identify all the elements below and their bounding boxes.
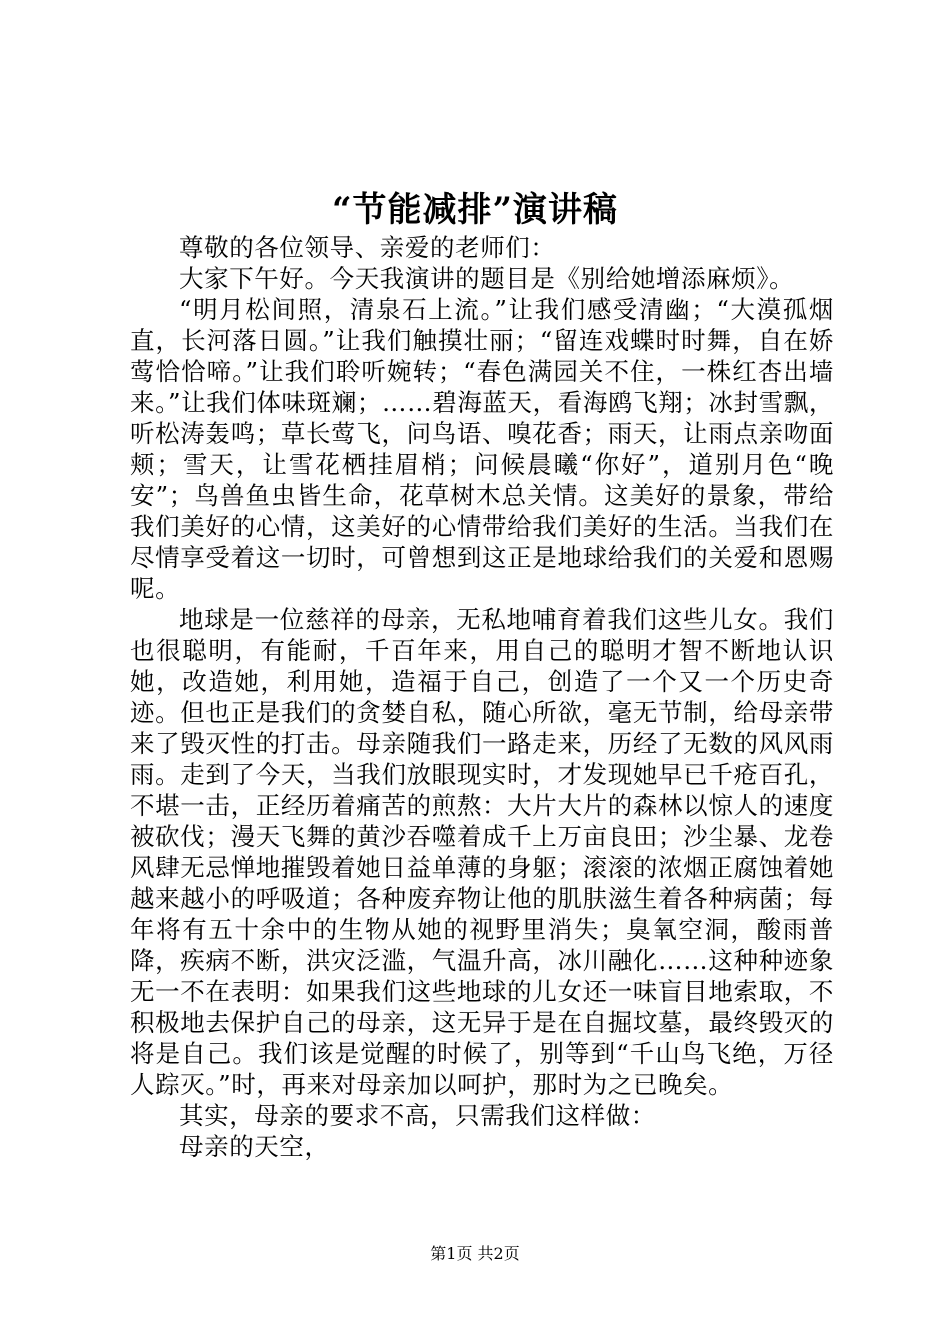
body-paragraph: 其实，母亲的要求不高，只需我们这样做： [179, 1101, 656, 1130]
page-number-footer: 第1页 共2页 [430, 1244, 520, 1263]
body-paragraph: “明月松间照，清泉石上流。”让我们感受清幽；“大漠孤烟直，长河落日圆。”让我们触摸壮丽；“留连戏蝶时时舞，自在娇莺恰恰啼。”让我们聆听婉转；“春色满园关不住，一株红杏出墙来。”让我们体味斑斓；……碧海蓝天，看海鸥飞翔；冰封雪飘，听松涛轰鸣；草长莺飞，问鸟语、嗅花香；雨天，让雨点亲吻面颊；雪天，让雪花栖挂眉梢；问候晨曦“你好”，道别月色“晚安”；鸟兽鱼虫皆生命，花草树木总关情。这美好的景象，带给我们美好的心情，这美好的心情带给我们美好的生活。当我们在尽情享受着这一切时，可曾想到这正是地球给我们的关爱和恩赐呢。 [130, 295, 834, 603]
page-title: “节能减排”演讲稿 [331, 190, 619, 230]
document-body [130, 232, 834, 1162]
body-paragraph: 地球是一位慈祥的母亲，无私地哺育着我们这些儿女。我们也很聪明，有能耐，千百年来，用自己的聪明才智不断地认识她，改造她，利用她，造福于自己，创造了一个又一个历史奇迹。但也正是我们的贪婪自私，随心所欲，毫无节制，给母亲带来了毁灭性的打击。母亲随我们一路走来，历经了无数的风风雨雨。走到了今天，当我们放眼现实时，才发现她早已千疮百孔，不堪一击，正经历着痛苦的煎熬：大片大片的森林以惊人的速度被砍伐；漫天飞舞的黄沙吞噬着成千上万亩良田；沙尘暴、龙卷风肆无忌惮地摧毁着她日益单薄的身躯；滚滚的浓烟正腐蚀着她越来越小的呼吸道；各种废弃物让他的肌肤滋生着各种病菌；每年将有五十余中的生物从她的视野里消失；臭氧空洞，酸雨普降，疾病不断，洪灾泛滥，气温升高，冰川融化……这种种迹象无一不在表明：如果我们这些地球的儿女还一味盲目地索取，不积极地去保护自己的母亲，这无异于是在自掘坟墓，最终毁灭的将是自己。我们该是觉醒的时候了，别等到“千山鸟飞绝，万径人踪灭。”时，再来对母亲加以呵护，那时为之已晚矣。 [130, 605, 834, 1099]
salutation-paragraph: 尊敬的各位领导、亲爱的老师们： [179, 233, 556, 262]
greeting-paragraph: 大家下午好。今天我演讲的题目是《别给她增添麻烦》。 [179, 264, 795, 293]
body-paragraph: 母亲的天空， [179, 1132, 330, 1161]
